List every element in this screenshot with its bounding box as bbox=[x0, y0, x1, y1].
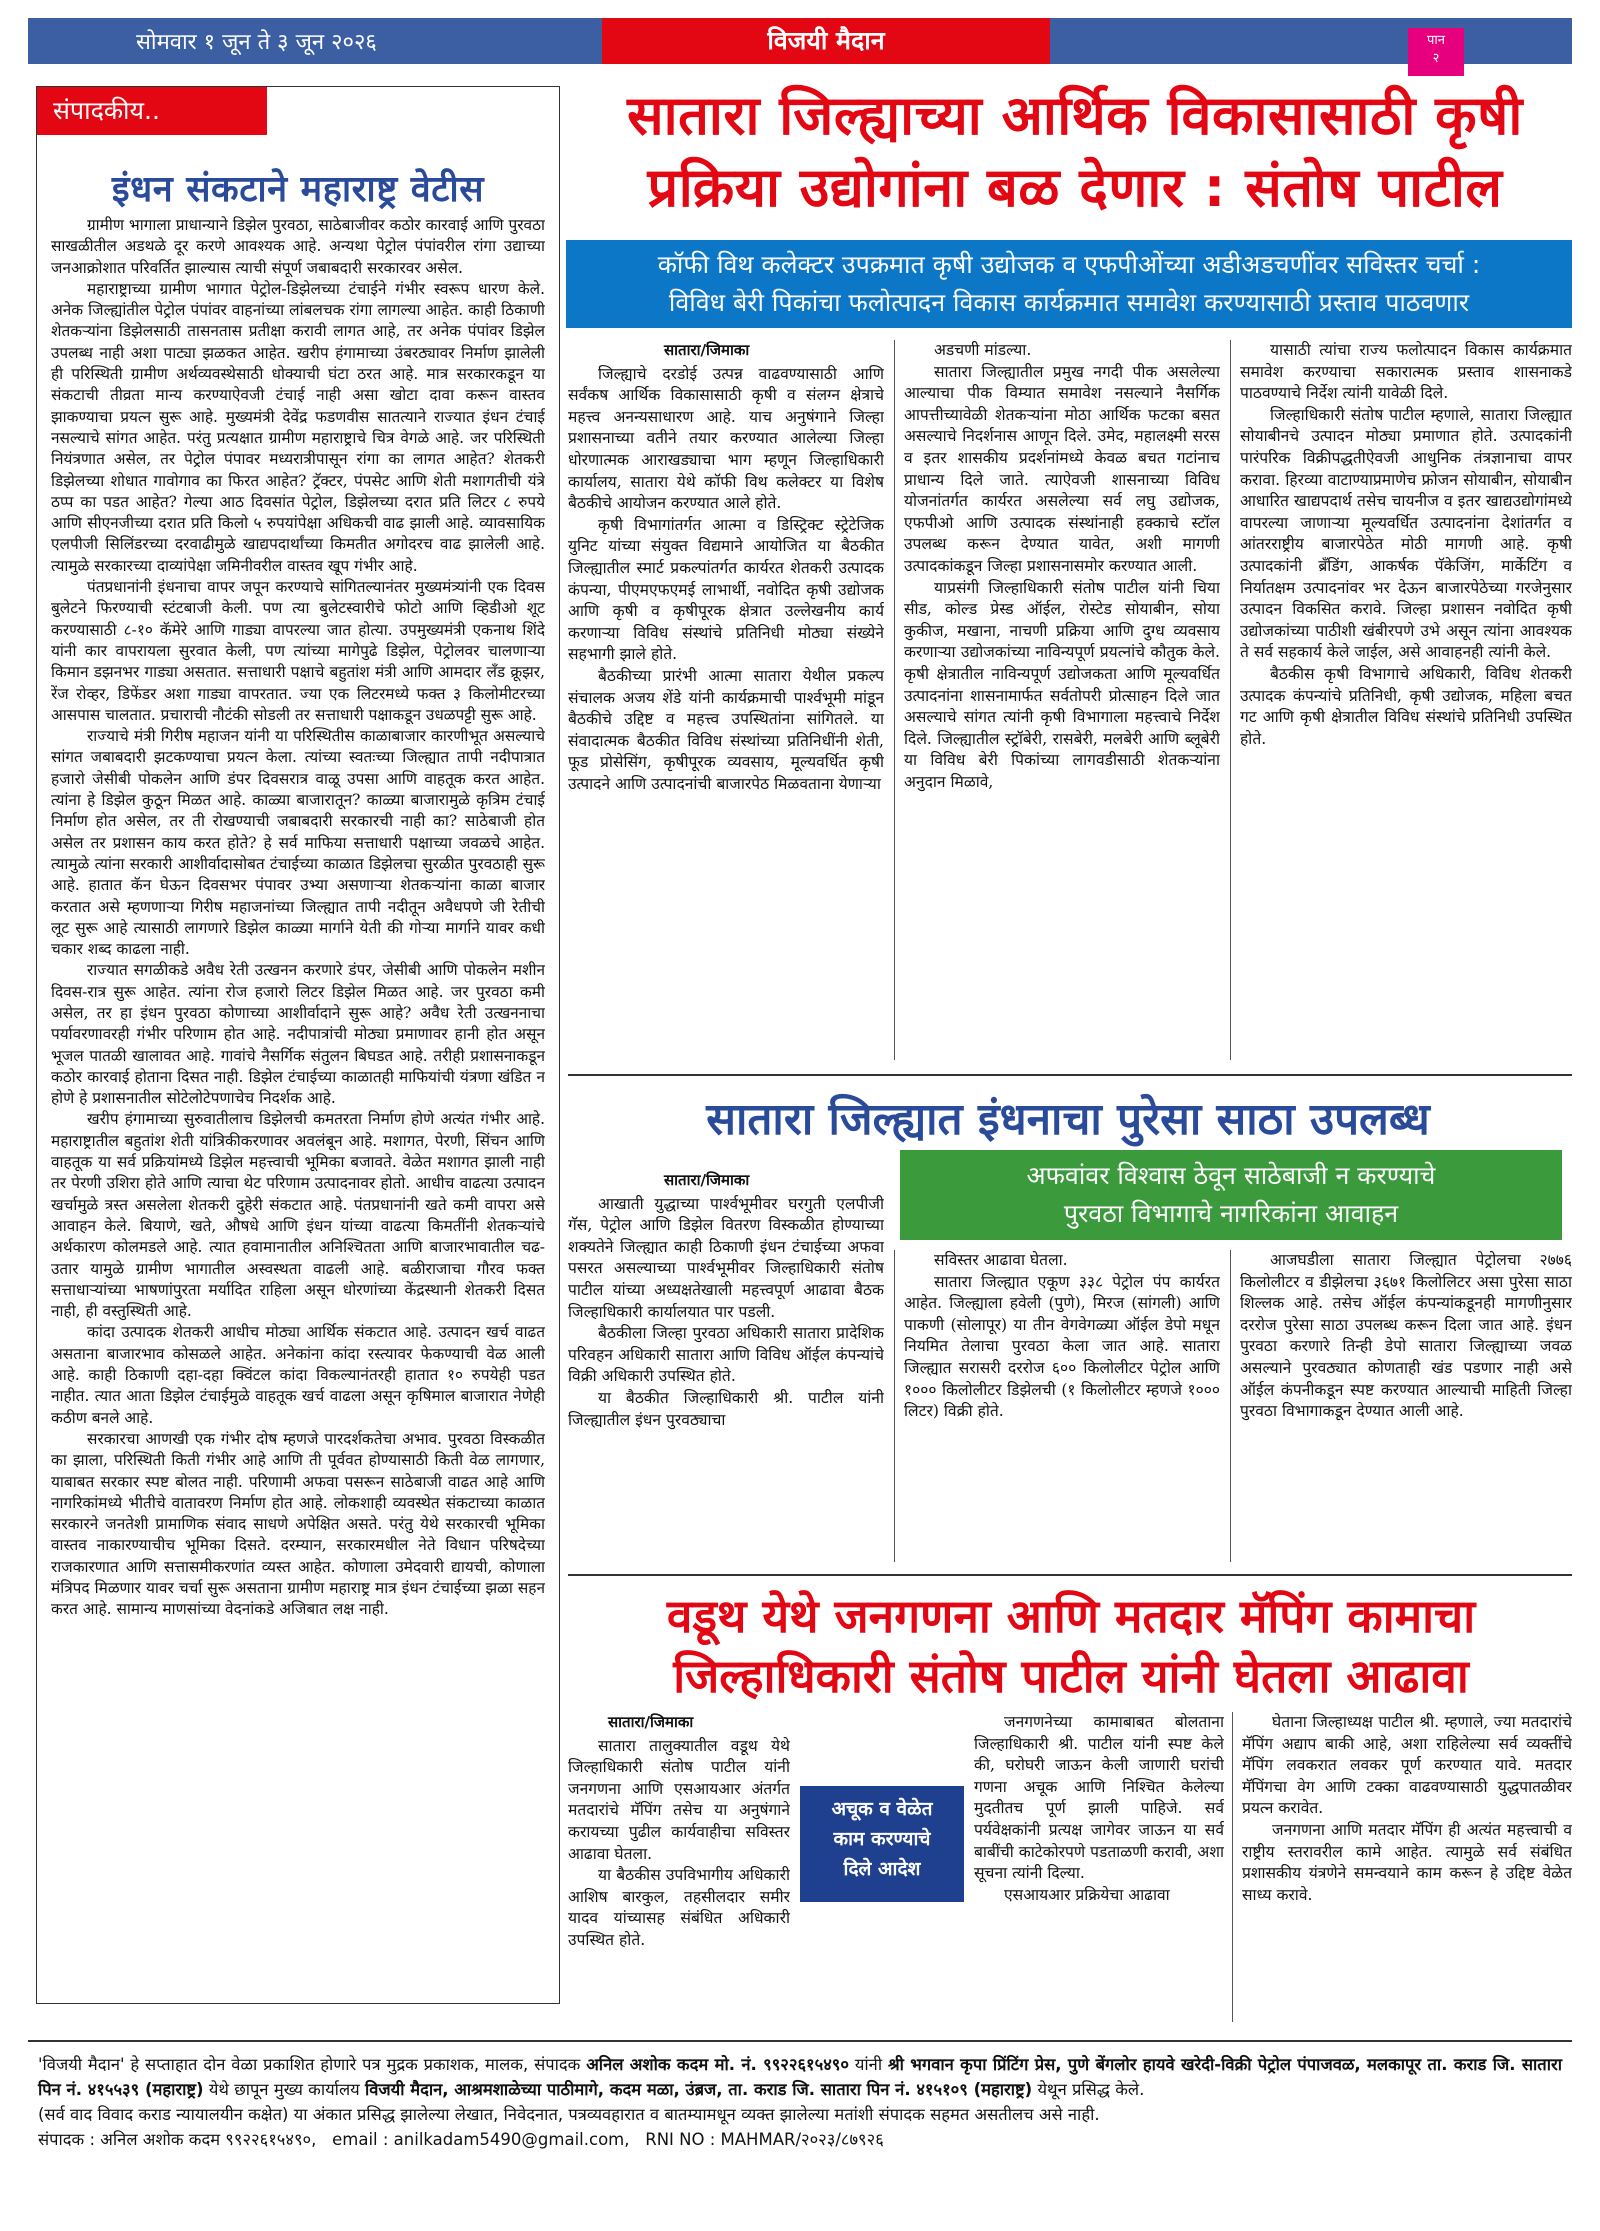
email: email : anilkadam5490@gmail.com, bbox=[332, 2130, 630, 2149]
story2-column-2 bbox=[904, 1250, 1220, 1562]
story1-paragraph: याप्रसंगी जिल्हाधिकारी संतोष पाटील यांनी चिया सीड, कोल्ड प्रेस्ड ऑईल, रोस्टेड सोयाबीन, सोया कुकीज, मखाना, नाचणी प्रक्रिया आणि दुग्ध व्यवसाय करणाऱ्या उद्योजकांच्या नाविन्यपूर्ण प्रयत्नांचे कौतुक केले. कृषी क्षेत्रातील नाविन्यपूर्ण उद्योजकता आणि मूल्यवर्धित उत्पादनांना शासनामार्फत सर्वतोपरी प्रोत्साहन दिले जात असल्याचे सांगत त्यांनी कृषी विभागाला महत्त्वाचे निर्देश दिले. जिल्ह्यातील स्ट्रॉबेरी, रासबेरी, मलबेरी आणि ब्लूबेरी या विविध बेरी पिकांच्या लागवडीसाठी शेतकऱ्यांना अनुदान मिळावे, bbox=[904, 578, 1220, 791]
callout-line: दिले आदेश bbox=[843, 1858, 921, 1880]
story2-column-3 bbox=[1240, 1250, 1572, 1562]
imprint-footer bbox=[28, 2040, 1572, 2220]
section-divider bbox=[568, 1574, 1572, 1576]
story2-deck-line: अफवांवर विश्वास ठेवून साठेबाजी न करण्याचे bbox=[1026, 1161, 1436, 1190]
story3-paragraph: सातारा तालुक्यातील वडूथ येथे जिल्हाधिकारी संतोष पाटील यांनी जनगणना आणि एसआयआर अंतर्गत मतदारांचे मॅपिंग तसेच या अनुषंगाने करायच्या पुढील कार्यवाहीचा सविस्तर आढावा घेतला. bbox=[568, 1736, 790, 1863]
editorial-paragraph: ग्रामीण भागाला प्राधान्याने डिझेल पुरवठा, साठेबाजीवर कठोर कारवाई आणि पुरवठा साखळीतील अडथळे दूर करणे आवश्यक आहे. अन्यथा पेट्रोल पंपांवरील रांगा उद्याच्या जनआक्रोशात परिवर्तित झाल्यास त्याची संपूर्ण जबाबदारी सरकारवर असेल. bbox=[51, 216, 545, 277]
story3-headline-line: वडूथ येथे जनगणना आणि मतदार मॅपिंग कामाचा bbox=[666, 1589, 1476, 1643]
story3-column-2 bbox=[974, 1712, 1224, 2022]
editorial-column bbox=[36, 86, 560, 2004]
imprint-connector: यांनी bbox=[854, 2055, 883, 2074]
printing-press: श्री भगवान कृपा प्रिंटिंग प्रेस, पुणे बेंगलोर हायवे खरेदी-विक्री पेट्रोल पंपाजवळ, मलकापूर ता. कराड जि. सातारा पिन नं. ४१५५३९ (महाराष्ट्र) bbox=[38, 2055, 1563, 2099]
editorial-paragraph: खरीप हंगामाच्या सुरुवातीलाच डिझेलची कमतरता निर्माण होणे अत्यंत गंभीर आहे. महाराष्ट्रातील बहुतांश शेती यांत्रिकीकरणावर अवलंबून आहे. मशागत, पेरणी, सिंचन आणि वाहतूक या सर्व प्रक्रियांमध्ये डिझेल महत्त्वाची भूमिका बजावते. वेळेत मशागत झाली नाही तर पेरणी उशिरा होते आणि त्याचा थेट परिणाम उत्पादनावर होतो. आधीच वाढत्या उत्पादन खर्चामुळे त्रस्त असलेला शेतकरी दुहेरी संकटात आहे. पंतप्रधानांनी खते कमी वापरा असे आवाहन केले. बियाणे, खते, औषधे आणि इंधन यांच्या वाढत्या किमतींनी शेतकऱ्यांचे अर्थकारण कोलमडले आहे. त्यात हवामानातील अनिश्चितता आणि बाजारभावातील चढ-उतार यामुळे ग्रामीण भागातील अस्वस्थता वाढली आहे. बळीराजाचा गौरव फक्त सत्ताधाऱ्यांच्या भाषणांपुरता मर्यादित राहिला असून धोरणांच्या केंद्रस्थानी शेतकरी दिसत नाही, ही वस्तुस्थिती आहे. bbox=[51, 1110, 545, 1321]
story3-column-3 bbox=[1242, 1712, 1572, 2022]
story1-column-3 bbox=[1240, 340, 1572, 1060]
editor-contact bbox=[38, 2127, 1562, 2152]
column-divider bbox=[1232, 1712, 1233, 2022]
column-divider bbox=[1230, 340, 1231, 1060]
editor-line: संपादक : अनिल अशोक कदम ९९२२६१५४९०, bbox=[38, 2130, 317, 2149]
story3-byline: सातारा/जिमाका bbox=[608, 1713, 694, 1731]
story2-byline: सातारा/जिमाका bbox=[664, 1171, 750, 1189]
page-label: पान bbox=[1427, 33, 1445, 48]
callout-line: अचूक व वेळेत bbox=[831, 1798, 933, 1820]
story2-paragraph: आखाती युद्धाच्या पार्श्वभूमीवर घरगुती एलपीजी गॅस, पेट्रोल आणि डिझेल वितरण विस्कळीत होण्याच्या शक्यतेने जिल्ह्यात काही ठिकाणी इंधन टंचाईच्या अफवा पसरत असल्याच्या पार्श्वभूमीवर जिल्हाधिकारी संतोष पाटील यांच्या अध्यक्षतेखाली महत्त्वपूर्ण आढावा बैठक जिल्हाधिकारी कार्यालयात पार पडली. bbox=[568, 1194, 884, 1321]
newspaper-name: विजयी मैदान bbox=[602, 18, 1050, 64]
story2-deck bbox=[900, 1150, 1562, 1240]
publisher-name: अनिल अशोक कदम मो. नं. ९९२२६१५४९० bbox=[586, 2055, 849, 2074]
story1-deck-line: विविध बेरी पिकांचा फलोत्पादन विकास कार्यक्रमात समावेश करण्यासाठी प्रस्ताव पाठवणार bbox=[668, 288, 1470, 317]
story1-byline: सातारा/जिमाका bbox=[664, 341, 750, 359]
rni-number: RNI NO : MAHMAR/२०२३/८७९२६ bbox=[645, 2130, 884, 2149]
callout-line: काम करण्याचे bbox=[833, 1828, 931, 1850]
editorial-paragraph: कांदा उत्पादक शेतकरी आधीच मोठ्या आर्थिक संकटात आहे. उत्पादन खर्च वाढत असताना बाजारभाव कोसळले आहेत. अनेकांना कांदा रस्त्यावर फेकण्याची वेळ आली आहे. काही ठिकाणी दहा-दहा क्विंटल कांदा विकल्यानंतरही हातात १० रुपयेही पडत नाहीत. त्यात आता डिझेल टंचाईमुळे वाहतूक खर्च वाढला असून कृषिमाल बाजारात नेणेही कठीण बनले आहे. bbox=[51, 1323, 545, 1427]
story2-column-1 bbox=[568, 1170, 884, 1562]
imprint-connector: येथे छापून मुख्य कार्यालय bbox=[208, 2080, 360, 2099]
story3-callout bbox=[800, 1786, 964, 1902]
story2-paragraph: आजघडीला सातारा जिल्ह्यात पेट्रोलचा २७७६ किलोलीटर व डीझेलचा ३६७१ किलोलिटर असा पुरेसा साठा शिल्लक आहे. तसेच ऑईल कंपन्यांकडूनही मागणीनुसार दररोज पुरेसा साठा उपलब्ध करून दिला जात आहे. इंधन पुरवठा करणारे तिन्ही डेपो सातारा जिल्ह्याच्या जवळ असल्याने पुरवठ्यात कोणताही खंड पडणार नाही असे ऑईल कंपनीकडून स्पष्ट करण्यात आल्याची माहिती जिल्हा पुरवठा विभागाकडून देण्यात आली आहे. bbox=[1240, 1251, 1572, 1421]
story1-paragraph: जिल्ह्याचे दरडोई उत्पन्न वाढवण्यासाठी आणि सर्वंकष आर्थिक विकासासाठी कृषी व संलग्न क्षेत्राचे महत्त्व अनन्यसाधारण आहे. याच अनुषंगाने जिल्हा प्रशासनाच्या वतीने तयार करण्यात आलेल्या जिल्हा धोरणात्मक आराखड्याचा भाग म्हणून जिल्हाधिकारी कार्यालय, सातारा येथे कॉफी विथ कलेक्टर या विशेष बैठकीचे आयोजन करण्यात आले होते. bbox=[568, 364, 884, 513]
story3-paragraph: या बैठकीस उपविभागीय अधिकारी आशिष बारकुल, तहसीलदार समीर यादव यांच्यासह संबंधित अधिकारी उपस्थित होते. bbox=[568, 1866, 790, 1949]
story1-headline bbox=[570, 80, 1580, 224]
disclaimer: (सर्व वाद विवाद कराड न्यायालयीन कक्षेत) या अंकात प्रसिद्ध झालेल्या लेखात, निवेदनात, पत्रव्यवहारात व बातम्यामधून व्यक्त झालेल्या मतांशी संपादक सहमत असतीलच असे नाही. bbox=[38, 2105, 1100, 2124]
story1-headline-line: प्रक्रिया उद्योगांना बळ देणार : संतोष पाटील bbox=[647, 156, 1503, 219]
story1-paragraph: जिल्हाधिकारी संतोष पाटील म्हणाले, सातारा जिल्ह्यात सोयाबीनचे उत्पादन मोठ्या प्रमाणात होते. उत्पादकांनी पारंपरिक विक्रीपद्धतीऐवजी आधुनिक तंत्रज्ञानाचा वापर करावा. हिरव्या वाटाण्याप्रमाणेच फ्रोजन सोयाबीन, सोयाबीन आधारित खाद्यपदार्थ तसेच चायनीज व इतर खाद्यउद्योगांमध्ये वापरल्या जाणाऱ्या मूल्यवर्धित उत्पादनांना देशांतर्गत व आंतरराष्ट्रीय बाजारपेठेत मोठी मागणी आहे. कृषी उत्पादकांनी ब्रँडिंग, आकर्षक पॅकेजिंग, मार्केटिंग व निर्यातक्षम उत्पादनांवर भर देऊन बाजारपेठेच्या गरजेनुसार उत्पादन विकसित करावे. जिल्हा प्रशासन नवोदित कृषी उद्योजकांच्या पाठीशी खंबीरपणे उभे असून त्यांना आवश्यक ते सर्व सहकार्य केले जाईल, असे आवाहनही त्यांनी केले. bbox=[1240, 405, 1572, 662]
editorial-paragraph: राज्यात सगळीकडे अवैध रेती उत्खनन करणारे डंपर, जेसीबी आणि पोकलेन मशीन दिवस-रात्र सुरू आहेत. त्यांना रोज हजारो लिटर डिझेल मिळत आहे. जर पुरवठा कमी असेल, तर हा इंधन पुरवठा कोणाच्या आशीर्वादाने सुरू आहे? अवैध रेती उत्खननाचा पर्यावरणावरही गंभीर परिणाम होत आहे. नदीपात्रांची मोठ्या प्रमाणावर हानी होत असून भूजल पातळी खालावत आहे. गावांचे नैसर्गिक संतुलन बिघडत आहे. तरीही प्रशासनाकडून कठोर कारवाई होताना दिसत नाही. डिझेल टंचाईच्या काळातही माफियांची यंत्रणा खंडित न होणे हे प्रशासनातील सोटेलोटेपणाचेच निदर्शक आहे. bbox=[51, 961, 545, 1108]
story3-headline bbox=[566, 1586, 1576, 1706]
story1-column-2 bbox=[904, 340, 1220, 1060]
editorial-paragraph: राज्याचे मंत्री गिरीष महाजन यांनी या परिस्थितीस काळाबाजार कारणीभूत असल्याचे सांगत जबाबदारी झटकण्याचा प्रयत्न केला. त्यांच्या स्वतःच्या जिल्ह्यात तापी नदीपात्रात हजारो जेसीबी पोकलेन आणि डंपर दिवसरात्र वाळू उपसा आणि वाहतूक करत आहेत. त्यांना हे डिझेल कुठून मिळत आहे. काळ्या बाजारातून? काळ्या बाजारामुळे कृत्रिम टंचाई निर्माण होत असेल, तर ती रोखण्याची जबाबदारी सरकारची नाही का? साठेबाजी होत असेल तर प्रशासन काय करत होते? हे सर्व माफिया सत्ताधारी पक्षाच्या जवळचे आहेत. त्यामुळे त्यांना सरकारी आशीर्वादासोबत टंचाईच्या काळात डिझेलचा सुरळीत पुरवठाही सुरू आहे. हातात कॅन घेऊन दिवसभर पंपावर उभ्या असणाऱ्या शेतकऱ्यांना काळा बाजार करतात असे म्हणणाऱ्या गिरीष महाजनांच्या जिल्ह्यात तापी नदीतून अवैधपणे जी रेतीची लूट सुरू आहे त्यासाठी लागणारे डिझेल काळ्या मार्गाने येती की गोऱ्या मार्गाने यावर कधी चकार शब्द काढला नाही. bbox=[51, 727, 545, 959]
story2-headline: सातारा जिल्ह्यात इंधनाचा पुरेसा साठा उपलब्ध bbox=[706, 1094, 1430, 1145]
editorial-paragraph: महाराष्ट्राच्या ग्रामीण भागात पेट्रोल-डिझेलच्या टंचाईने गंभीर स्वरूप धारण केले. अनेक जिल्ह्यांतील पेट्रोल पंपांवर वाहनांच्या लांबलचक रांगा लागल्या आहेत. काही ठिकाणी शेतकऱ्यांना डिझेलसाठी तासनतास प्रतीक्षा करावी लागत आहे, तर अनेक पंपांवर डिझेल उपलब्ध नाही अशा पाट्या झळकत आहेत. खरीप हंगामाच्या उंबरठ्यावर निर्माण झालेली ही परिस्थिती ग्रामीण अर्थव्यवस्थेसाठी धोक्याची घंटा ठरत आहे. मात्र सरकारकडून या संकटाची तीव्रता मान्य करण्याऐवजी टंचाई नाही असा खोटा दावा करून वास्तव झाकण्याचा प्रयत्न सुरू आहे. मुख्यमंत्री देवेंद्र फडणवीस सातत्याने राज्यात इंधन टंचाई नसल्याचे सांगत आहेत. परंतु प्रत्यक्षात ग्रामीण महाराष्ट्राचे चित्र वेगळे आहे. जर परिस्थिती नियंत्रणात असेल, तर पेट्रोल पंपावर मध्यरात्रीपासून रांगा का लागत आहेत? शेतकरी डिझेलच्या शोधात गावोगाव का फिरत आहेत? ट्रॅक्टर, पंपसेट आणि शेती मशागतीची यंत्रे ठप्प का पडत आहेत? गेल्या आठ दिवसांत पेट्रोल, डिझेलच्या दरात प्रति लिटर ८ रुपये आणि सीएनजीच्या दरात प्रति किलो ५ रुपयांपेक्षा अधिकची वाढ झाली आहे. व्यावसायिक एलपीजी सिलिंडरच्या दरवाढीमुळे खाद्यपदार्थांच्या किमतीत अगोदरच वाढ झालेली आहे. त्यामुळे सरकारच्या दाव्यांपेक्षा जमिनीवरील वास्तव खूप गंभीर आहे. bbox=[51, 279, 545, 575]
imprint-end: येथून प्रसिद्ध केले. bbox=[1037, 2080, 1145, 2099]
story1-headline-line: सातारा जिल्ह्याच्या आर्थिक विकासासाठी कृषी bbox=[627, 84, 1523, 147]
column-divider bbox=[1230, 1250, 1231, 1562]
story1-paragraph: बैठकीस कृषी विभागाचे अधिकारी, विविध शेतकरी उत्पादक कंपन्यांचे प्रतिनिधी, कृषी उद्योजक, महिला बचत गट आणि कृषी क्षेत्रातील विविध संस्थांचे प्रतिनिधी उपस्थित होते. bbox=[1240, 664, 1572, 748]
story2-paragraph: बैठकीला जिल्हा पुरवठा अधिकारी सातारा प्रादेशिक परिवहन अधिकारी सातारा आणि विविध ऑईल कंपन्यांचे विक्री अधिकारी उपस्थित होते. bbox=[568, 1324, 884, 1386]
story2-paragraph: या बैठकीत जिल्हाधिकारी श्री. पाटील यांनी जिल्ह्यातील इंधन पुरवठ्याचा bbox=[568, 1388, 884, 1429]
story3-paragraph: घेताना जिल्हाध्यक्ष पाटील श्री. म्हणाले, ज्या मतदारांचे मॅपिंग अद्याप बाकी आहे, अशा राहिलेल्या सर्व व्यक्तींचे मॅपिंग लवकरात लवकर पूर्ण करण्यात यावे. मतदार मॅपिंगचा वेग आणि टक्का वाढवण्यासाठी युद्धपातळीवर प्रयत्न करावेत. bbox=[1242, 1713, 1572, 1818]
story3-paragraph: जनगणना आणि मतदार मॅपिंग ही अत्यंत महत्त्वाची व राष्ट्रीय स्तरावरील कामे आहेत. त्यामुळे सर्व संबंधित प्रशासकीय यंत्रणेने समन्वयाने काम करून हे उद्दिष्ट वेळेत साध्य करावे. bbox=[1242, 1820, 1572, 1904]
editorial-body bbox=[51, 215, 545, 1993]
story1-paragraph: बैठकीच्या प्रारंभी आत्मा सातारा येथील प्रकल्प संचालक अजय शेंडे यांनी कार्यक्रमाची पार्श्वभूमी मांडून बैठकीचे उद्दिष्ट व महत्त्व उपस्थितांना सांगितले. या संवादात्मक बैठकीत विविध संस्थांच्या प्रतिनिधींनी शेती, फूड प्रोसेसिंग, कृषीपूरक व्यवसाय, मूल्यवर्धित कृषी उत्पादने आणि उत्पादनांची बाजारपेठ मिळवताना येणाऱ्या bbox=[568, 666, 884, 793]
editorial-tag: संपादकीय.. bbox=[37, 87, 267, 135]
story3-column-1 bbox=[568, 1712, 790, 2022]
imprint-text bbox=[38, 2052, 1562, 2102]
story2-deck-line: पुरवठा विभागाचे नागरिकांना आवाहन bbox=[1063, 1199, 1399, 1228]
page-number: २ bbox=[1432, 51, 1440, 66]
imprint-intro: 'विजयी मैदान' हे सप्ताहात दोन वेळा प्रकाशित होणारे पत्र मुद्रक प्रकाशक, मालक, संपादक bbox=[38, 2055, 581, 2074]
story3-paragraph: जनगणनेच्या कामाबाबत बोलताना जिल्हाधिकारी श्री. पाटील यांनी स्पष्ट केले की, घरोघरी जाऊन केली जाणारी घरांची गणना अचूक आणि निश्चित केलेल्या मुदतीतच पूर्ण झाली पाहिजे. सर्व पर्यवेक्षकांनी प्रत्यक्ष जागेवर जाऊन या सर्व बाबींची काटेकोरपणे पडताळणी करावी, अशा सूचना त्यांनी दिल्या. bbox=[974, 1713, 1224, 1883]
story2-paragraph: सातारा जिल्ह्यात एकूण ३३८ पेट्रोल पंप कार्यरत आहेत. जिल्ह्याला हवेली (पुणे), मिरज (सांगली) आणि पाकणी (सोलापूर) या तीन वेगवेगळ्या ऑईल डेपो मधून नियमित तेलाचा पुरवठा केला जात आहे. सातारा जिल्ह्यात सरासरी दररोज ६०० किलोलीटर पेट्रोल आणि १००० किलोलीटर डिझेलची (१ किलोलीटर म्हणजे १००० लिटर) विक्री होते. bbox=[904, 1272, 1220, 1421]
section-divider bbox=[568, 1074, 1572, 1076]
story3-paragraph: एसआयआर प्रक्रियेचा आढावा bbox=[1004, 1885, 1170, 1904]
column-divider bbox=[894, 1250, 895, 1562]
editorial-title: इंधन संकटाने महाराष्ट्र वेटीस bbox=[111, 169, 485, 210]
story1-deck-line: कॉफी विथ कलेक्टर उपक्रमात कृषी उद्योजक व एफपीओंच्या अडीअडचणींवर सविस्तर चर्चा : bbox=[657, 250, 1481, 279]
masthead bbox=[28, 18, 1572, 64]
story1-paragraph: अडचणी मांडल्या. bbox=[934, 341, 1032, 359]
story1-column-1 bbox=[568, 340, 884, 1060]
editorial-paragraph: सरकारचा आणखी एक गंभीर दोष म्हणजे पारदर्शकतेचा अभाव. पुरवठा विस्कळीत का झाला, परिस्थिती किती गंभीर आहे आणि ती पूर्ववत होण्यासाठी किती वेळ लागणार, याबाबत सरकार स्पष्ट बोलत नाही. परिणामी अफवा पसरून साठेबाजी वाढत आहे आणि नागरिकांमध्ये भीतीचे वातावरण निर्माण होत आहे. लोकशाही व्यवस्थेत संकटाच्या काळात सरकारने जनतेशी प्रामाणिक संवाद साधणे अपेक्षित असते. परंतु येथे सरकारची भूमिका वास्तव नाकारण्याचीच भूमिका दिसते. दरम्यान, सरकारमधील नेते विधान परिषदेच्या राजकारणात आणि सत्तासमीकरणांत व्यस्त आहेत. कोणाला उमेदवारी द्यायची, कोणाला मंत्रिपद मिळणार यावर चर्चा सुरू असताना ग्रामीण महाराष्ट्र मात्र इंधन टंचाईच्या झळा सहन करत आहे. सामान्य माणसांच्या वेदनांकडे अजिबात लक्ष नाही. bbox=[51, 1429, 545, 1619]
story1-paragraph: यासाठी त्यांचा राज्य फलोत्पादन विकास कार्यक्रमात समावेश करण्याचा सकारात्मक प्रस्ताव शासनाकडे पाठवण्याचे निर्देश त्यांनी यावेळी दिले. bbox=[1240, 341, 1572, 403]
issue-date: सोमवार १ जून ते ३ जून २०२६ bbox=[136, 30, 377, 55]
story1-paragraph: कृषी विभागांतर्गत आत्मा व डिस्ट्रिक्ट स्ट्रेटेजिक युनिट यांच्या संयुक्त विद्यमाने आयोजित या बैठकीत जिल्ह्यातील स्मार्ट प्रकल्पांतर्गत कार्यरत शेतकरी उत्पादक कंपन्या, पीएमएफएमई लाभार्थी, नवोदित कृषी उद्योजक आणि कृषी व कृषीपूरक क्षेत्रात उल्लेखनीय कार्य करणाऱ्या विविध संस्थांचे प्रतिनिधी मोठ्या संख्येने सहभागी झाले होते. bbox=[568, 515, 884, 664]
column-divider bbox=[894, 340, 895, 1060]
page-number-badge bbox=[1408, 28, 1464, 76]
story1-paragraph: सातारा जिल्ह्यातील प्रमुख नगदी पीक असलेल्या आल्याचा पीक विम्यात समावेश नसल्याने नैसर्गिक आपत्तीच्यावेळी शेतकऱ्यांना मोठा आर्थिक फटका बसत असल्याचे निदर्शनास आणून दिले. उमेद, महालक्ष्मी सरस व इतर शासकीय प्रदर्शनांमध्ये केवळ बचत गटांनाच प्राधान्य दिले जाते. त्याऐवजी शासनाच्या विविध योजनांतर्गत कार्यरत असलेल्या सर्व लघु उद्योजक, एफपीओ आणि उत्पादक संस्थांनाही हक्काचे स्टॉल उपलब्ध करून देण्यात यावेत, अशी मागणी उत्पादकांकडून जिल्हा प्रशासनासमोर करण्यात आली. bbox=[904, 362, 1220, 575]
story2-paragraph: सविस्तर आढावा घेतला. bbox=[934, 1251, 1068, 1269]
story3-headline-line: जिल्हाधिकारी संतोष पाटील यांनी घेतला आढावा bbox=[673, 1649, 1469, 1703]
story1-deck bbox=[566, 240, 1572, 328]
editorial-paragraph: पंतप्रधानांनी इंधनाचा वापर जपून करण्याचे सांगितल्यानंतर मुख्यमंत्र्यांनी एक दिवस बुलेटने फिरण्याची स्टंटबाजी केली. पण त्या बुलेटस्वारीचे फोटो आणि व्हिडीओ शूट करण्यासाठी ८-१० कॅमेरे आणि गाड्या वापरल्या जात होत्या. उपमुख्यमंत्री एकनाथ शिंदे यांनी कार वापरायला सुरवात केली, पण त्यांच्या मागेपुढे डिझेल, पेट्रोलवर चालणाऱ्या किमान डझनभर गाड्या असतात. सत्ताधारी पक्षाचे बहुतांश मंत्री आणि आमदार लँड क्रूझर, रेंज रोव्हर, डिफेंडर अशा गाड्या वापरतात. ज्या एक लिटरमध्ये फक्त ३ किलोमीटरच्या आसपास चालतात. प्रचाराची नौटंकी सोडली तर सत्ताधारी पक्षाकडून उधळपट्टी सुरू आहे. bbox=[51, 578, 545, 724]
head-office: विजयी मैदान, आश्रमशाळेच्या पाठीमागे, कदम मळा, उंब्रज, ता. कराड जि. सातारा पिन नं. ४१५१०९ (महाराष्ट्र) bbox=[364, 2080, 1033, 2099]
